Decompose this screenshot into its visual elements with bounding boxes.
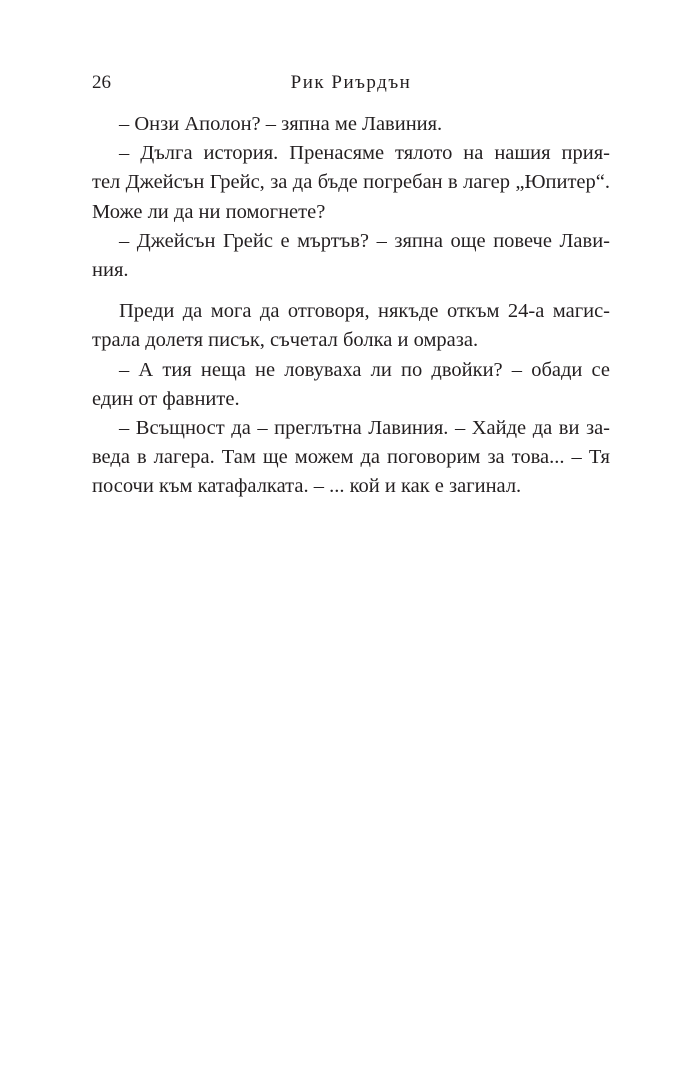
running-head-author: Рик Риърдън	[290, 72, 412, 93]
text-line: Преди да мога да отговоря, някъде откъм 24-а магис-	[119, 300, 610, 323]
text-line: тел Джейсън Грейс, за да бъде погребан в лагер „Юпитер“.	[92, 171, 610, 194]
body-text	[92, 110, 610, 501]
page-number: 26	[92, 72, 111, 93]
text-line: посочи към катафалката. – ... кой и как е загинал.	[92, 475, 522, 498]
text-line: – Дълга история. Пренасяме тялото на нашия прия-	[119, 142, 610, 165]
text-line: – Всъщност да – преглътна Лавиния. – Хайде да ви за-	[119, 416, 610, 439]
text-line: – Джейсън Грейс е мъртъв? – зяпна още повече Лави-	[119, 229, 610, 252]
text-line: трала долетя писък, съчетал болка и омраза.	[92, 329, 479, 352]
text-line: един от фавните.	[92, 387, 240, 410]
running-head	[92, 68, 610, 98]
text-line: Може ли да ни помогнете?	[92, 200, 326, 223]
text-line: – А тия неща не ловуваха ли по двойки? – обади се	[119, 358, 610, 381]
text-line: ния.	[92, 258, 129, 281]
text-line: веда в лагера. Там ще можем да поговорим за това... – Тя	[92, 446, 610, 469]
text-line: – Онзи Аполон? – зяпна ме Лавиния.	[119, 113, 443, 135]
